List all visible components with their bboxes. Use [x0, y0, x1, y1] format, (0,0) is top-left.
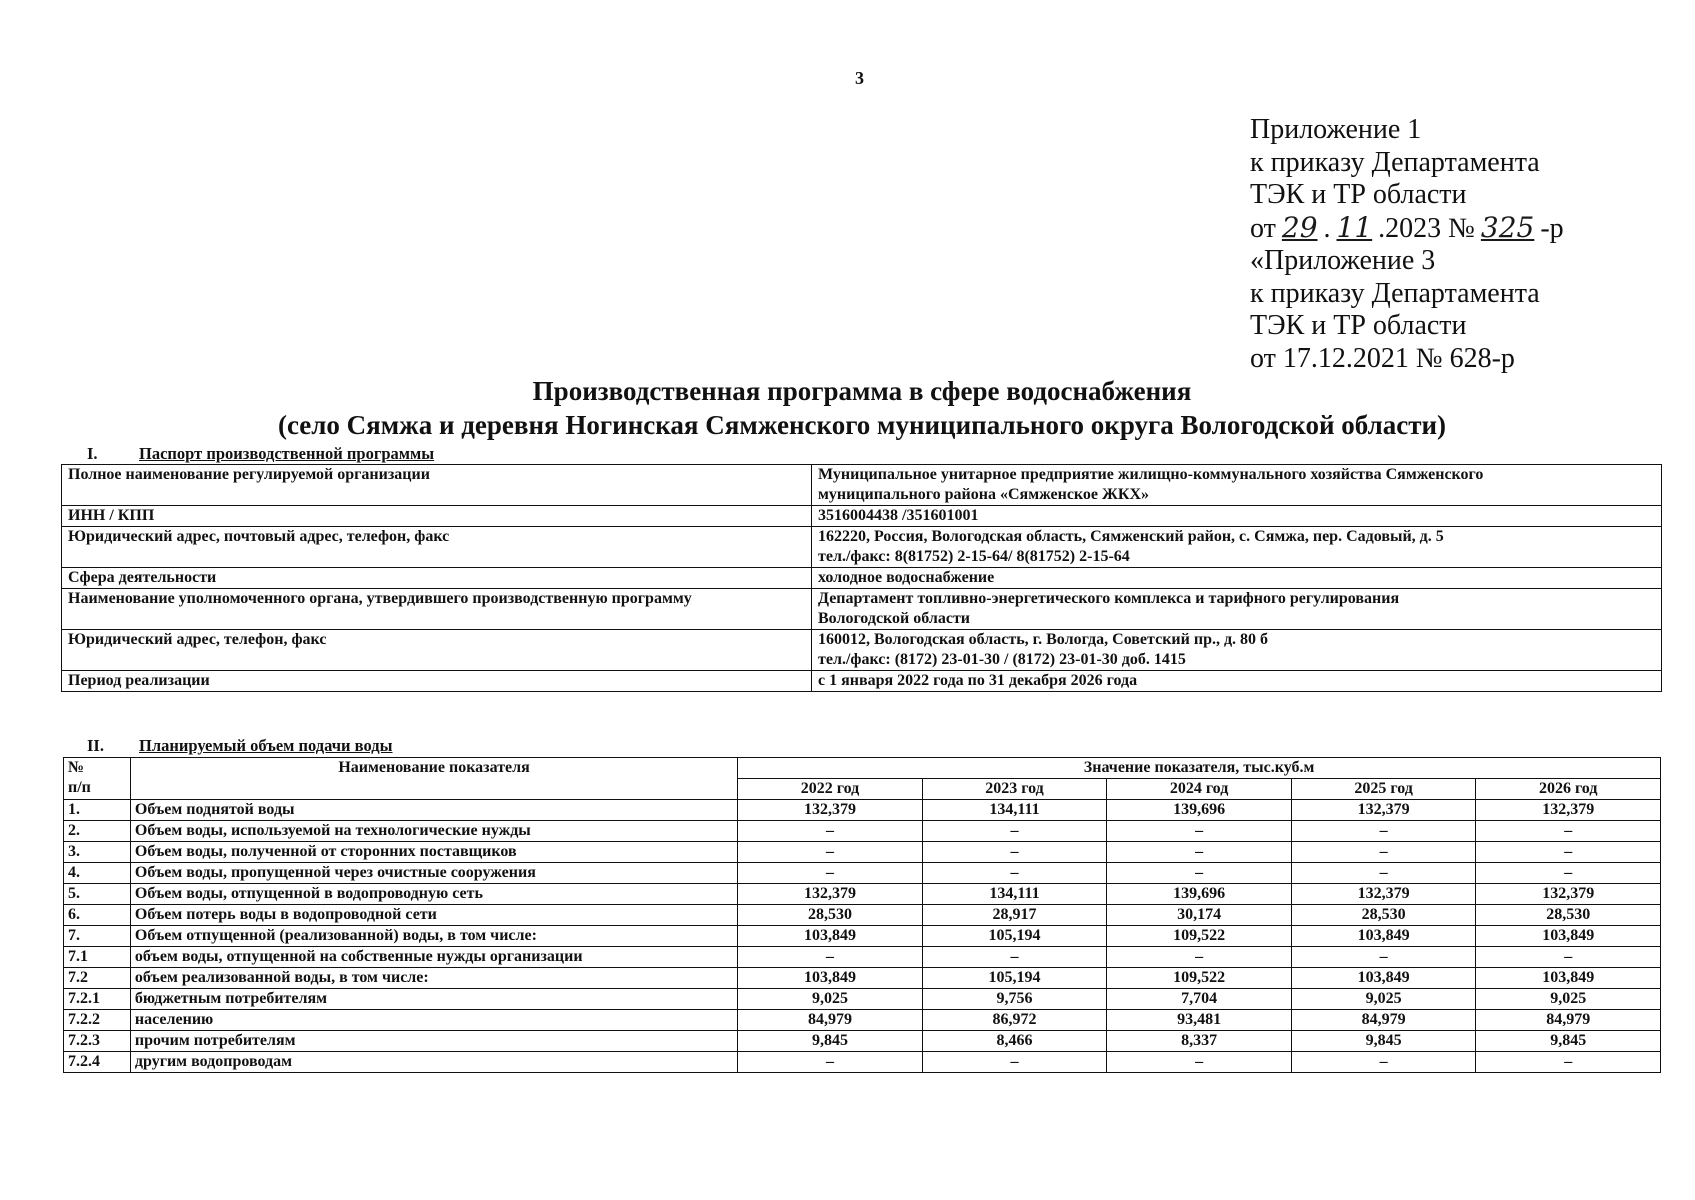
row-value: 134,111: [922, 884, 1107, 905]
row-value: –: [1107, 947, 1292, 968]
row-value: –: [1107, 821, 1292, 842]
row-name: Объем поднятой воды: [130, 800, 737, 821]
section-number: I.: [87, 444, 98, 463]
row-value: 132,379: [1476, 800, 1661, 821]
passport-row: [62, 630, 1662, 671]
row-value: 9,025: [1476, 989, 1661, 1010]
table-row: [64, 968, 1661, 989]
passport-label: Юридический адрес, почтовый адрес, телефон, факс: [62, 527, 812, 568]
row-value: 109,522: [1107, 968, 1292, 989]
appendix-order-line: от 29 . 11 .2023 № 325 -р: [1250, 210, 1564, 244]
row-number: 7.2.4: [64, 1052, 131, 1073]
row-value: 84,979: [1476, 1010, 1661, 1031]
row-name: объем воды, отпущенной на собственные нужды организации: [130, 947, 737, 968]
row-value: 9,845: [1291, 1031, 1476, 1052]
row-value: 28,530: [738, 905, 923, 926]
row-value: –: [922, 1052, 1107, 1073]
row-value: –: [922, 947, 1107, 968]
passport-label: Юридический адрес, телефон, факс: [62, 630, 812, 671]
header-year: 2022 год: [738, 779, 923, 800]
appendix-line: от 17.12.2021 № 628-р: [1250, 342, 1515, 374]
row-value: 84,979: [1291, 1010, 1476, 1031]
appendix-line: ТЭК и ТР области: [1250, 310, 1467, 341]
table-row: [64, 863, 1661, 884]
row-value: –: [922, 821, 1107, 842]
handwritten-month: 11: [1336, 210, 1373, 244]
section-title: Планируемый объем подачи воды: [139, 736, 393, 755]
header-year: 2025 год: [1291, 779, 1476, 800]
passport-row: [62, 671, 1662, 692]
passport-value: 160012, Вологодская область, г. Вологда, Советский пр., д. 80 б тел./факс: (8172) 23-01-30 / (8172) 23-01-30 доб. 1415: [812, 630, 1662, 671]
table-row: [64, 1052, 1661, 1073]
row-number: 6.: [64, 905, 131, 926]
row-value: 30,174: [1107, 905, 1292, 926]
row-value: 132,379: [738, 884, 923, 905]
row-value: 105,194: [922, 926, 1107, 947]
passport-value: с 1 января 2022 года по 31 декабря 2026 года: [812, 671, 1662, 692]
section-heading: [87, 736, 393, 756]
row-number: 7.2: [64, 968, 131, 989]
table-row: [64, 842, 1661, 863]
table-row: [64, 884, 1661, 905]
section-number: II.: [87, 736, 104, 755]
row-number: 7.2.3: [64, 1031, 131, 1052]
passport-value: 3516004438 /351601001: [812, 506, 1662, 527]
row-name: Объем воды, используемой на технологические нужды: [130, 821, 737, 842]
row-value: 132,379: [738, 800, 923, 821]
row-name: Объем воды, пропущенной через очистные сооружения: [130, 863, 737, 884]
row-number: 7.1: [64, 947, 131, 968]
row-value: 9,756: [922, 989, 1107, 1010]
table-header-row: [64, 758, 1661, 779]
passport-label: ИНН / КПП: [62, 506, 812, 527]
passport-value: Муниципальное унитарное предприятие жилищно-коммунального хозяйства Сямженского муниципального района «Сямженское ЖКХ»: [812, 465, 1662, 506]
row-value: 139,696: [1107, 800, 1292, 821]
document-subtitle: (село Сямжа и деревня Ногинская Сямженского муниципального округа Вологодской области): [277, 410, 1447, 440]
row-value: –: [1107, 1052, 1292, 1073]
row-value: 9,845: [1476, 1031, 1661, 1052]
header-name: Наименование показателя: [130, 758, 737, 800]
row-value: 103,849: [1291, 968, 1476, 989]
row-value: 9,845: [738, 1031, 923, 1052]
row-value: 134,111: [922, 800, 1107, 821]
row-value: 132,379: [1291, 800, 1476, 821]
row-value: 9,025: [738, 989, 923, 1010]
row-value: –: [1476, 1052, 1661, 1073]
table-row: [64, 989, 1661, 1010]
handwritten-day: 29: [1281, 210, 1318, 244]
section-heading: [87, 444, 434, 464]
row-value: –: [922, 842, 1107, 863]
row-value: 132,379: [1291, 884, 1476, 905]
table-row: [64, 821, 1661, 842]
appendix-line: к приказу Департамента: [1250, 277, 1540, 309]
order-suffix: -р: [1540, 212, 1564, 244]
row-number: 1.: [64, 800, 131, 821]
appendix-line: ТЭК и ТР области: [1250, 179, 1467, 210]
row-value: –: [1476, 947, 1661, 968]
row-value: 105,194: [922, 968, 1107, 989]
passport-row: [62, 506, 1662, 527]
row-value: 9,025: [1291, 989, 1476, 1010]
passport-label: Наименование уполномоченного органа, утвердившего производственную программу: [62, 589, 812, 630]
row-value: –: [1291, 863, 1476, 884]
row-value: 139,696: [1107, 884, 1292, 905]
row-value: 28,530: [1291, 905, 1476, 926]
row-value: –: [1476, 821, 1661, 842]
row-value: 8,466: [922, 1031, 1107, 1052]
row-value: 86,972: [922, 1010, 1107, 1031]
table-row: [64, 926, 1661, 947]
row-value: 109,522: [1107, 926, 1292, 947]
row-number: 7.2.1: [64, 989, 131, 1010]
passport-row: [62, 589, 1662, 630]
passport-value: холодное водоснабжение: [812, 568, 1662, 589]
row-number: 4.: [64, 863, 131, 884]
row-value: –: [1476, 842, 1661, 863]
header-num: № п/п: [64, 758, 131, 800]
row-number: 7.: [64, 926, 131, 947]
row-name: Объем воды, полученной от сторонних поставщиков: [130, 842, 737, 863]
passport-row: [62, 465, 1662, 506]
appendix-line: к приказу Департамента: [1250, 146, 1540, 178]
row-value: –: [1476, 863, 1661, 884]
row-value: 132,379: [1476, 884, 1661, 905]
row-value: –: [922, 863, 1107, 884]
water-supply-table: [63, 757, 1661, 1073]
appendix-block: [1250, 114, 1564, 375]
table-row: [64, 1010, 1661, 1031]
row-value: 103,849: [1291, 926, 1476, 947]
passport-label: Полное наименование регулируемой организации: [62, 465, 812, 506]
row-number: 3.: [64, 842, 131, 863]
row-value: –: [1291, 1052, 1476, 1073]
header-year: 2023 год: [922, 779, 1107, 800]
row-value: 7,704: [1107, 989, 1292, 1010]
table-row: [64, 800, 1661, 821]
header-year: 2024 год: [1107, 779, 1292, 800]
row-value: 103,849: [738, 968, 923, 989]
row-name: Объем потерь воды в водопроводной сети: [130, 905, 737, 926]
row-number: 5.: [64, 884, 131, 905]
appendix-line: Приложение 1: [1250, 114, 1422, 145]
row-number: 2.: [64, 821, 131, 842]
row-name: населению: [130, 1010, 737, 1031]
row-value: –: [1291, 821, 1476, 842]
row-value: –: [738, 863, 923, 884]
row-value: 103,849: [1476, 926, 1661, 947]
row-value: 84,979: [738, 1010, 923, 1031]
passport-row: [62, 568, 1662, 589]
page-number: 3: [855, 68, 864, 88]
row-number: 7.2.2: [64, 1010, 131, 1031]
row-name: Объем воды, отпущенной в водопроводную сеть: [130, 884, 737, 905]
row-value: –: [1107, 863, 1292, 884]
row-name: Объем отпущенной (реализованной) воды, в том числе:: [130, 926, 737, 947]
table-row: [64, 905, 1661, 926]
table-row: [64, 947, 1661, 968]
row-value: 28,917: [922, 905, 1107, 926]
header-group: Значение показателя, тыс.куб.м: [738, 758, 1661, 779]
row-value: 8,337: [1107, 1031, 1292, 1052]
header-year: 2026 год: [1476, 779, 1661, 800]
passport-value: Департамент топливно-энергетического комплекса и тарифного регулирования Вологодской области: [812, 589, 1662, 630]
row-value: 93,481: [1107, 1010, 1292, 1031]
appendix-line: «Приложение 3: [1250, 245, 1436, 276]
section-title: Паспорт производственной программы: [139, 444, 435, 463]
table-row: [64, 1031, 1661, 1052]
row-value: 28,530: [1476, 905, 1661, 926]
row-value: –: [1291, 842, 1476, 863]
passport-label: Сфера деятельности: [62, 568, 812, 589]
passport-value: 162220, Россия, Вологодская область, Сямженский район, с. Сямжа, пер. Садовый, д. 5 тел./факс: 8(81752) 2-15-64/ 8(81752) 2-15-64: [812, 527, 1662, 568]
row-value: –: [738, 1052, 923, 1073]
row-value: –: [738, 821, 923, 842]
document-title: Производственная программа в сфере водоснабжения: [532, 376, 1192, 406]
row-value: 103,849: [1476, 968, 1661, 989]
row-name: объем реализованной воды, в том числе:: [130, 968, 737, 989]
row-name: прочим потребителям: [130, 1031, 737, 1052]
row-name: другим водопроводам: [130, 1052, 737, 1073]
row-name: бюджетным потребителям: [130, 989, 737, 1010]
order-prefix: от: [1250, 212, 1276, 244]
order-year: .2023 №: [1378, 212, 1475, 244]
passport-label: Период реализации: [62, 671, 812, 692]
handwritten-number: 325: [1480, 210, 1535, 244]
row-value: –: [738, 947, 923, 968]
passport-table: [61, 464, 1662, 692]
row-value: –: [1107, 842, 1292, 863]
row-value: 103,849: [738, 926, 923, 947]
row-value: –: [738, 842, 923, 863]
row-value: –: [1291, 947, 1476, 968]
passport-row: [62, 527, 1662, 568]
